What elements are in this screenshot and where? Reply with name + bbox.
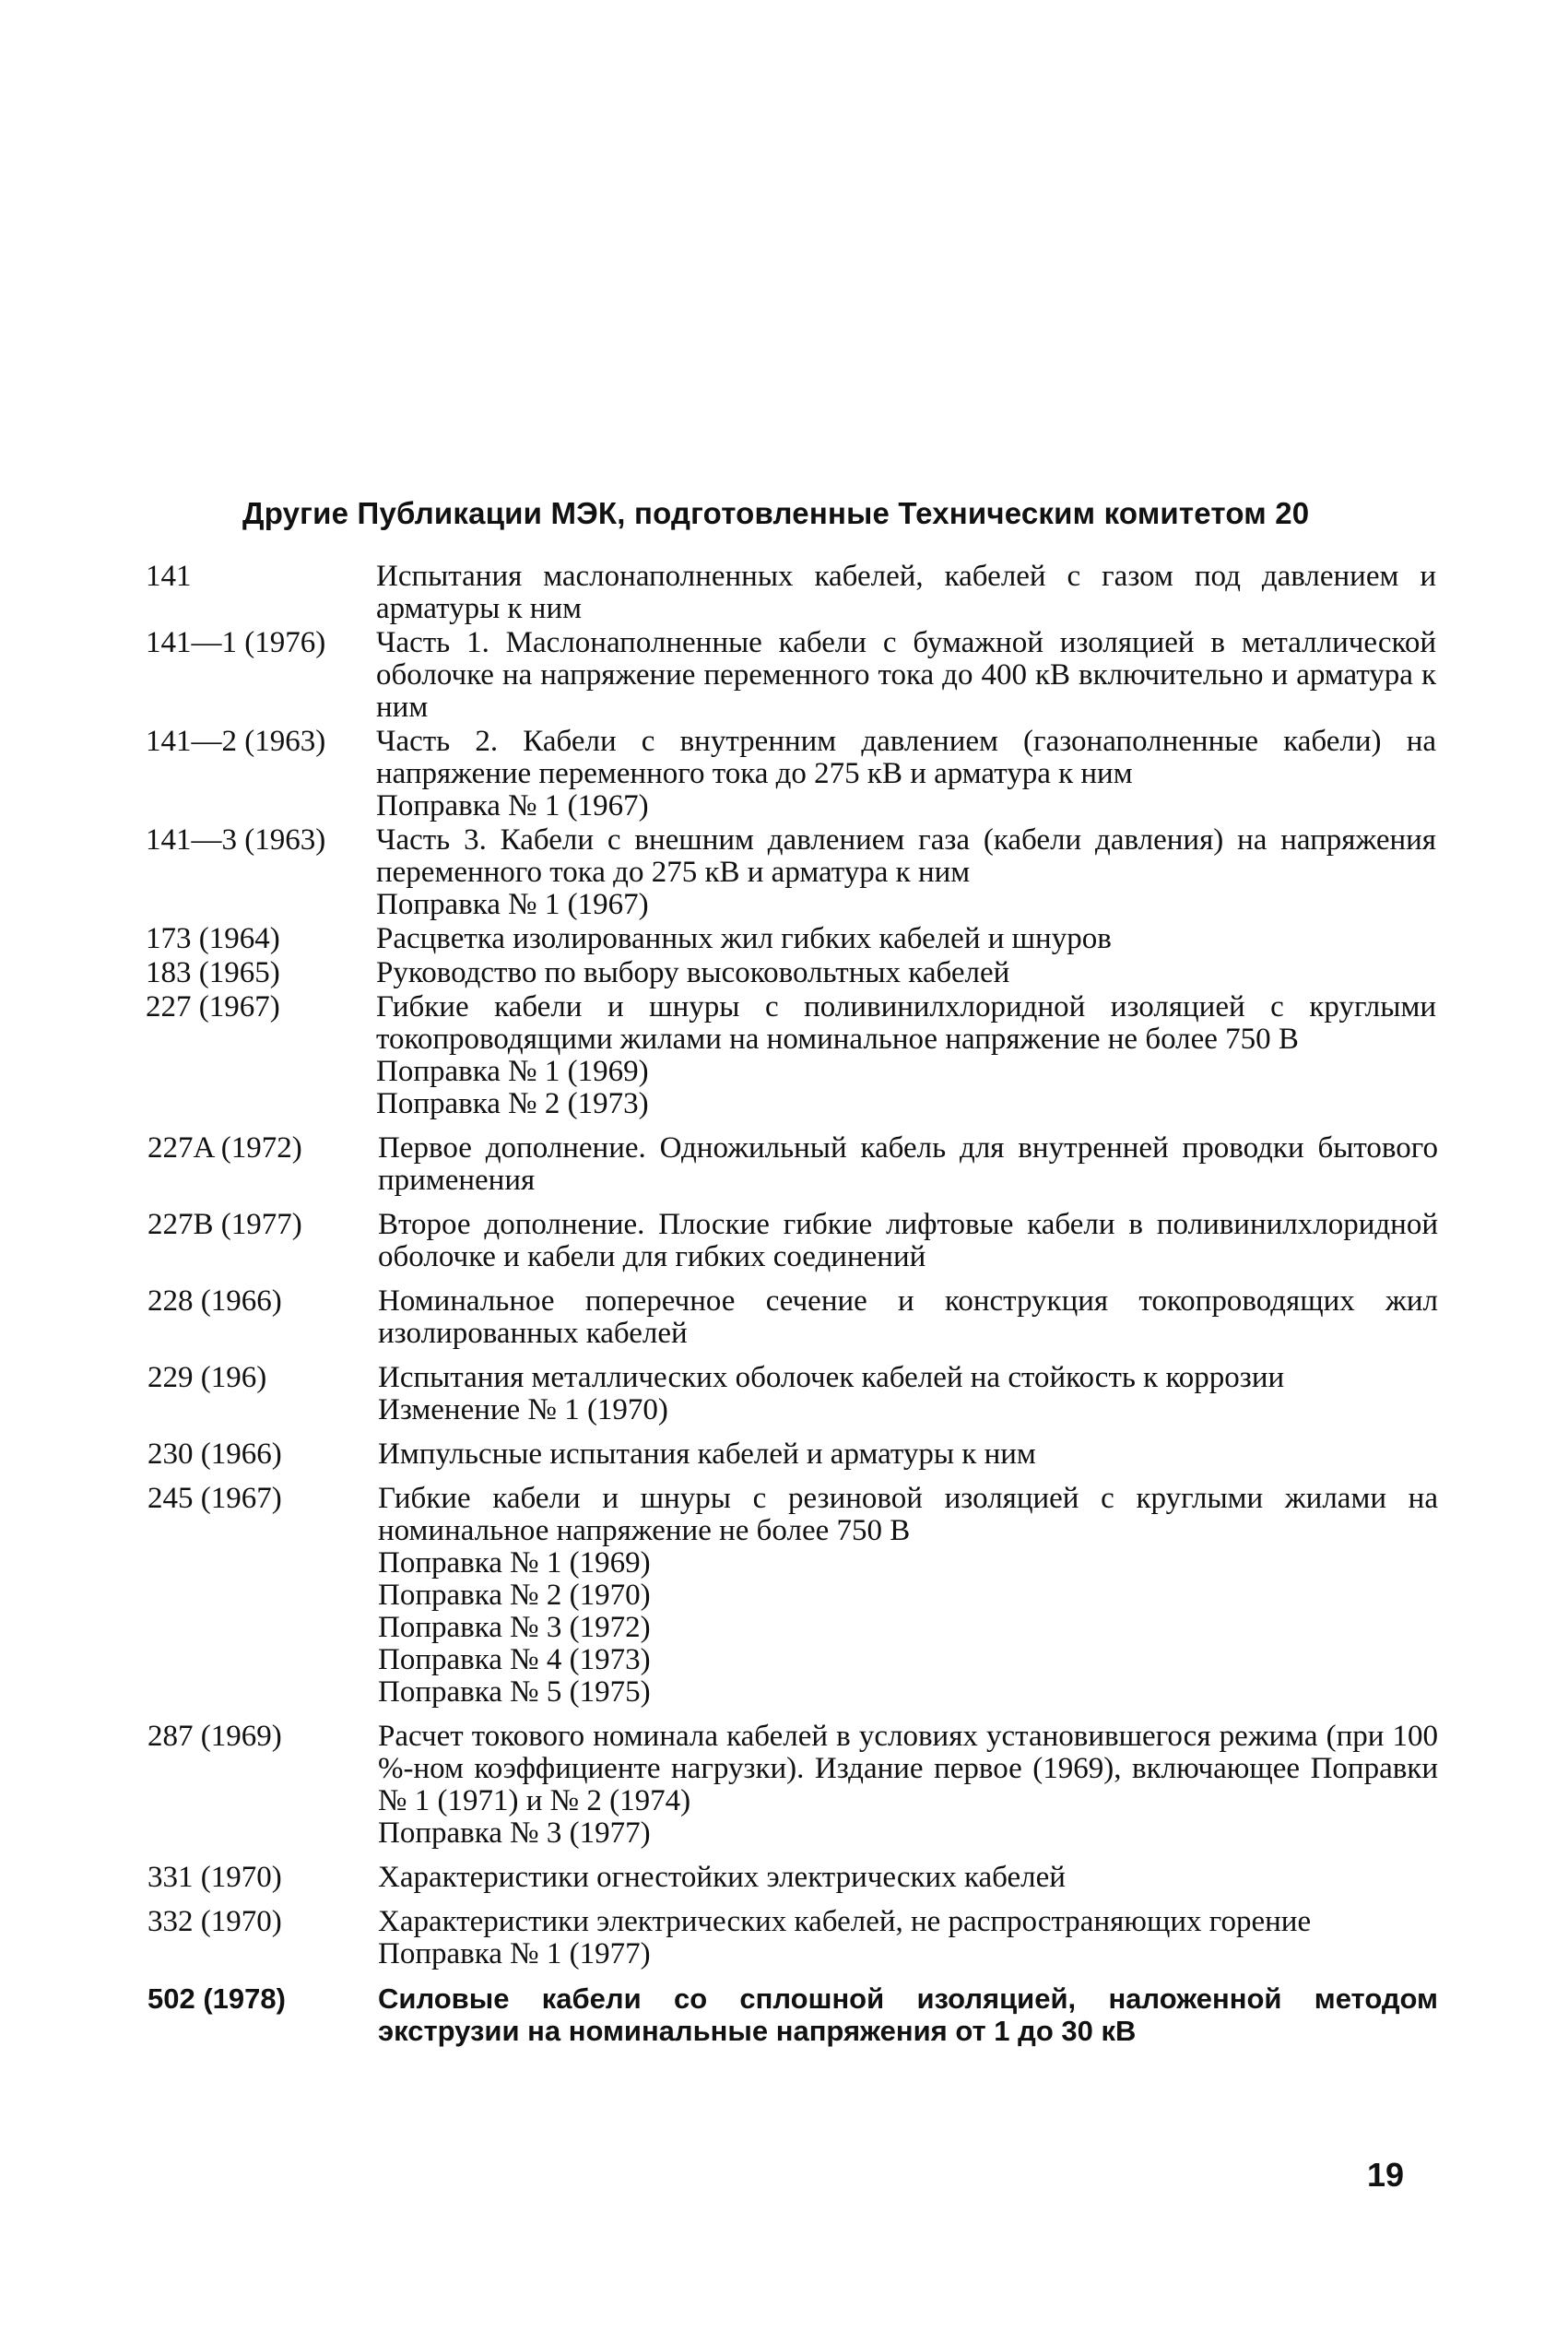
publication-code: 331 (1970) [147, 1861, 282, 1894]
amendment-line: Поправка № 3 (1977) [378, 1816, 651, 1850]
page-heading: Другие Публикации МЭК, подготовленные Техническим комитетом 20 [242, 496, 1310, 530]
page-number: 19 [1367, 2156, 1405, 2194]
publication-title: Характеристики электрических кабелей, не распространяющих горение [378, 1905, 1312, 1938]
publication-entry [146, 1906, 1436, 1970]
amendment-line: Поправка № 4 (1973) [378, 1643, 651, 1676]
publication-entry [146, 1982, 1436, 2047]
publication-entry [146, 1438, 1436, 1471]
publication-entry [146, 1285, 1436, 1350]
publication-code: 141—2 (1963) [146, 725, 326, 758]
publication-code: 245 (1967) [147, 1482, 282, 1515]
publication-code: 230 (1966) [147, 1438, 282, 1471]
publication-code: 141—1 (1976) [146, 626, 326, 659]
publication-title: Первое дополнение. Одножильный кабель для внутренней проводки бытового применения [378, 1131, 1438, 1197]
amendment-line: Поправка № 1 (1977) [378, 1937, 651, 1970]
publication-title: Второе дополнение. Плоские гибкие лифтовые кабели в поливинилхлоридной оболочке и кабели для гибких соединений [378, 1208, 1438, 1273]
publication-entry [146, 561, 1436, 625]
publication-entry [146, 627, 1436, 724]
amendment-line: Изменение № 1 (1970) [378, 1393, 668, 1426]
publication-entry [146, 726, 1436, 822]
publication-title: Силовые кабели со сплошной изоляцией, наложенной методом экструзии на номинальные напряжения от 1 до 30 кВ [378, 1982, 1438, 2047]
publication-title: Характеристики огнестойких электрических кабелей [378, 1861, 1066, 1894]
amendment-line: Поправка № 2 (1970) [378, 1579, 651, 1612]
amendment-line: Поправка № 1 (1967) [376, 888, 649, 921]
publication-entry [146, 923, 1436, 955]
publication-title: Импульсные испытания кабелей и арматуры к ним [378, 1438, 1036, 1471]
publication-title: Расцветка изолированных жил гибких кабелей и шнуров [376, 922, 1112, 955]
publication-title: Расчет токового номинала кабелей в условиях установившегося режима (при 100 %-ном коэффициенте нагрузки). Издание первое (1969), включающее Поправки № 1 (1971) и № 2 (1974) [378, 1720, 1438, 1817]
publication-title: Часть 3. Кабели с внешним давлением газа (кабели давления) на напряжения переменного тока до 275 кВ и арматура к ним [376, 823, 1436, 889]
publication-code: 229 (196) [147, 1361, 267, 1394]
publication-code: 227B (1977) [147, 1208, 302, 1241]
publication-title: Гибкие кабели и шнуры с резиновой изоляцией с круглыми жилами на номинальное напряжение не более 750 В [378, 1482, 1438, 1547]
publication-code: 287 (1969) [147, 1720, 282, 1753]
publication-entry [146, 824, 1436, 921]
amendment-line: Поправка № 1 (1967) [376, 789, 649, 822]
publication-code: 502 (1978) [147, 1982, 286, 2015]
publication-entry [146, 1721, 1436, 1850]
publication-title: Номинальное поперечное сечение и конструкция токопроводящих жил изолированных кабелей [378, 1284, 1438, 1350]
publication-list [146, 561, 1436, 2047]
publication-code: 183 (1965) [146, 956, 280, 989]
publication-code: 173 (1964) [146, 922, 280, 955]
publication-code: 227A (1972) [147, 1131, 302, 1165]
publication-entry [146, 1209, 1436, 1273]
publication-entry [146, 957, 1436, 989]
publication-entry [146, 1132, 1436, 1197]
publication-title: Руководство по выбору высоковольтных кабелей [376, 956, 1010, 989]
amendment-line: Поправка № 5 (1975) [378, 1675, 651, 1709]
amendment-line: Поправка № 1 (1969) [378, 1546, 651, 1580]
publication-code: 228 (1966) [147, 1284, 282, 1318]
publication-entry [146, 1862, 1436, 1894]
publication-entry [146, 1483, 1436, 1709]
amendment-line: Поправка № 3 (1972) [378, 1611, 651, 1644]
publication-code: 141 [146, 560, 192, 593]
publication-title: Испытания маслонаполненных кабелей, кабелей с газом под давлением и арматуры к ним [376, 560, 1436, 625]
publication-title: Испытания металлических оболочек кабелей на стойкость к коррозии [378, 1361, 1285, 1394]
publication-title: Часть 1. Маслонаполненные кабели с бумажной изоляцией в металлической оболочке на напряжение переменного тока до 400 кВ включительно и арматура к ним [376, 626, 1436, 724]
publication-entry [146, 991, 1436, 1120]
amendment-line: Поправка № 1 (1969) [376, 1055, 649, 1088]
publication-code: 227 (1967) [146, 990, 280, 1024]
publication-code: 332 (1970) [147, 1905, 282, 1938]
publication-title: Часть 2. Кабели с внутренним давлением (газонаполненные кабели) на напряжение переменного тока до 275 кВ и арматура к ним [376, 725, 1436, 790]
publication-entry [146, 1362, 1436, 1426]
amendment-line: Поправка № 2 (1973) [376, 1087, 649, 1120]
publication-title: Гибкие кабели и шнуры с поливинилхлоридной изоляцией с круглыми токопроводящими жилами на номинальное напряжение не более 750 В [376, 990, 1436, 1056]
publication-code: 141—3 (1963) [146, 823, 326, 857]
